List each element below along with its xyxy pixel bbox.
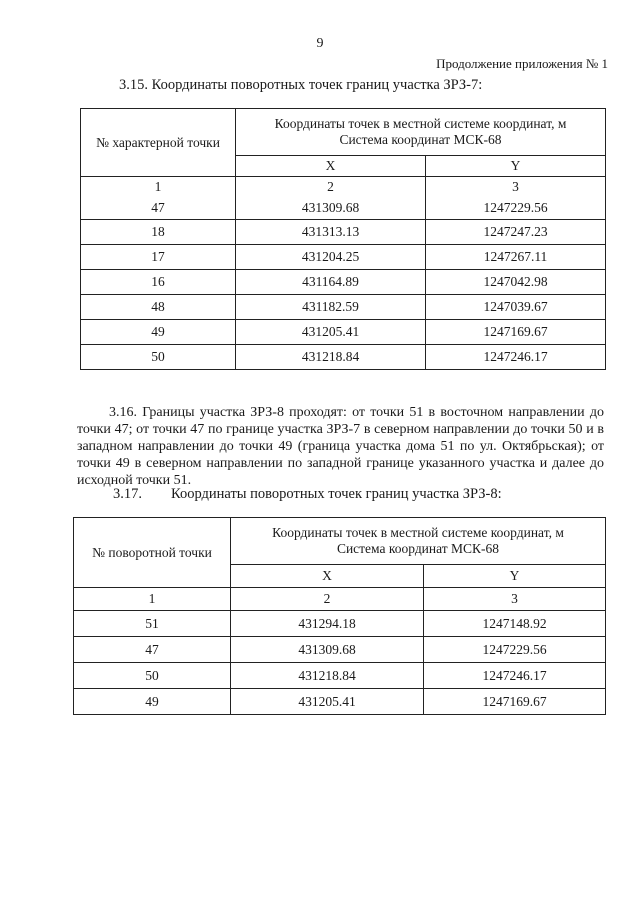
x-cell: 431218.84 (236, 345, 426, 370)
section-3-16-paragraph (77, 404, 604, 489)
x-cell: 431204.25 (236, 245, 426, 270)
y-cell: 1247246.17 (424, 663, 606, 689)
table-row (81, 197, 606, 220)
table-row (81, 220, 606, 245)
header-point-number: № характерной точки (81, 109, 236, 177)
point-cell: 47 (74, 637, 231, 663)
header-coordinates-line1: Координаты точек в местной системе координат, м (274, 116, 567, 132)
header-coordinates-line2: Система координат МСК-68 (336, 541, 500, 556)
y-cell: 1247169.67 (426, 320, 606, 345)
table-row (81, 295, 606, 320)
table-row (74, 637, 606, 663)
point-cell: 50 (81, 345, 236, 370)
table-row (81, 345, 606, 370)
x-cell: 431182.59 (236, 295, 426, 320)
section-3-17-heading (113, 486, 502, 503)
header-coordinates (231, 518, 606, 565)
y-cell: 1247229.56 (426, 197, 606, 220)
y-cell: 1247169.67 (424, 689, 606, 715)
y-cell: 1247042.98 (426, 270, 606, 295)
index-cell: 1 (74, 588, 231, 611)
index-cell: 3 (426, 177, 606, 198)
header-coordinates-line2: Система координат МСК-68 (339, 132, 502, 147)
table-row (81, 245, 606, 270)
point-cell: 17 (81, 245, 236, 270)
header-coordinates-line1: Координаты точек в местной системе координат, м (272, 525, 564, 541)
header-y: Y (424, 565, 606, 588)
table-row (74, 611, 606, 637)
x-cell: 431309.68 (231, 637, 424, 663)
column-index-row (81, 177, 606, 198)
x-cell: 431218.84 (231, 663, 424, 689)
point-cell: 49 (81, 320, 236, 345)
y-cell: 1247148.92 (424, 611, 606, 637)
section-3-17-number: 3.17. (113, 486, 142, 502)
x-cell: 431164.89 (236, 270, 426, 295)
appendix-note: Продолжение приложения № 1 (436, 56, 608, 71)
point-cell: 51 (74, 611, 231, 637)
header-point-number: № поворотной точки (74, 518, 231, 588)
index-cell: 3 (424, 588, 606, 611)
column-index-row (74, 588, 606, 611)
index-cell: 1 (81, 177, 236, 198)
y-cell: 1247247.23 (426, 220, 606, 245)
point-cell: 47 (81, 197, 236, 220)
y-cell: 1247246.17 (426, 345, 606, 370)
table-row (81, 270, 606, 295)
page-number: 9 (316, 36, 324, 51)
y-cell: 1247229.56 (424, 637, 606, 663)
point-cell: 49 (74, 689, 231, 715)
table-row (81, 320, 606, 345)
point-cell: 50 (74, 663, 231, 689)
point-cell: 18 (81, 220, 236, 245)
header-coordinates (236, 109, 606, 156)
point-cell: 16 (81, 270, 236, 295)
table-row (74, 663, 606, 689)
header-y: Y (426, 156, 606, 177)
header-x: X (231, 565, 424, 588)
index-cell: 2 (236, 177, 426, 198)
x-cell: 431205.41 (231, 689, 424, 715)
x-cell: 431294.18 (231, 611, 424, 637)
zrz8-coordinates-table (73, 517, 606, 715)
zrz7-coordinates-table (80, 108, 606, 370)
point-cell: 48 (81, 295, 236, 320)
y-cell: 1247267.11 (426, 245, 606, 270)
section-3-17-heading-text: Координаты поворотных точек границ участка ЗРЗ-8: (171, 486, 502, 502)
table-row (74, 689, 606, 715)
section-3-16-text: 3.16. Границы участка ЗРЗ-8 проходят: от точки 51 в восточном направлении до точки 47; от точки 47 по границе участка ЗРЗ-7 в северном направлении до точки 50 и в западном направлении до точки 49 (граница участка дома 51 по ул. Октябрьская); от точки 49 в северном направлении по западной границе указанного участка и далее до исходной точки 51. (77, 405, 604, 488)
header-x: X (236, 156, 426, 177)
x-cell: 431309.68 (236, 197, 426, 220)
x-cell: 431205.41 (236, 320, 426, 345)
x-cell: 431313.13 (236, 220, 426, 245)
y-cell: 1247039.67 (426, 295, 606, 320)
index-cell: 2 (231, 588, 424, 611)
section-3-15-heading: 3.15. Координаты поворотных точек границ участка ЗРЗ-7: (119, 77, 483, 93)
